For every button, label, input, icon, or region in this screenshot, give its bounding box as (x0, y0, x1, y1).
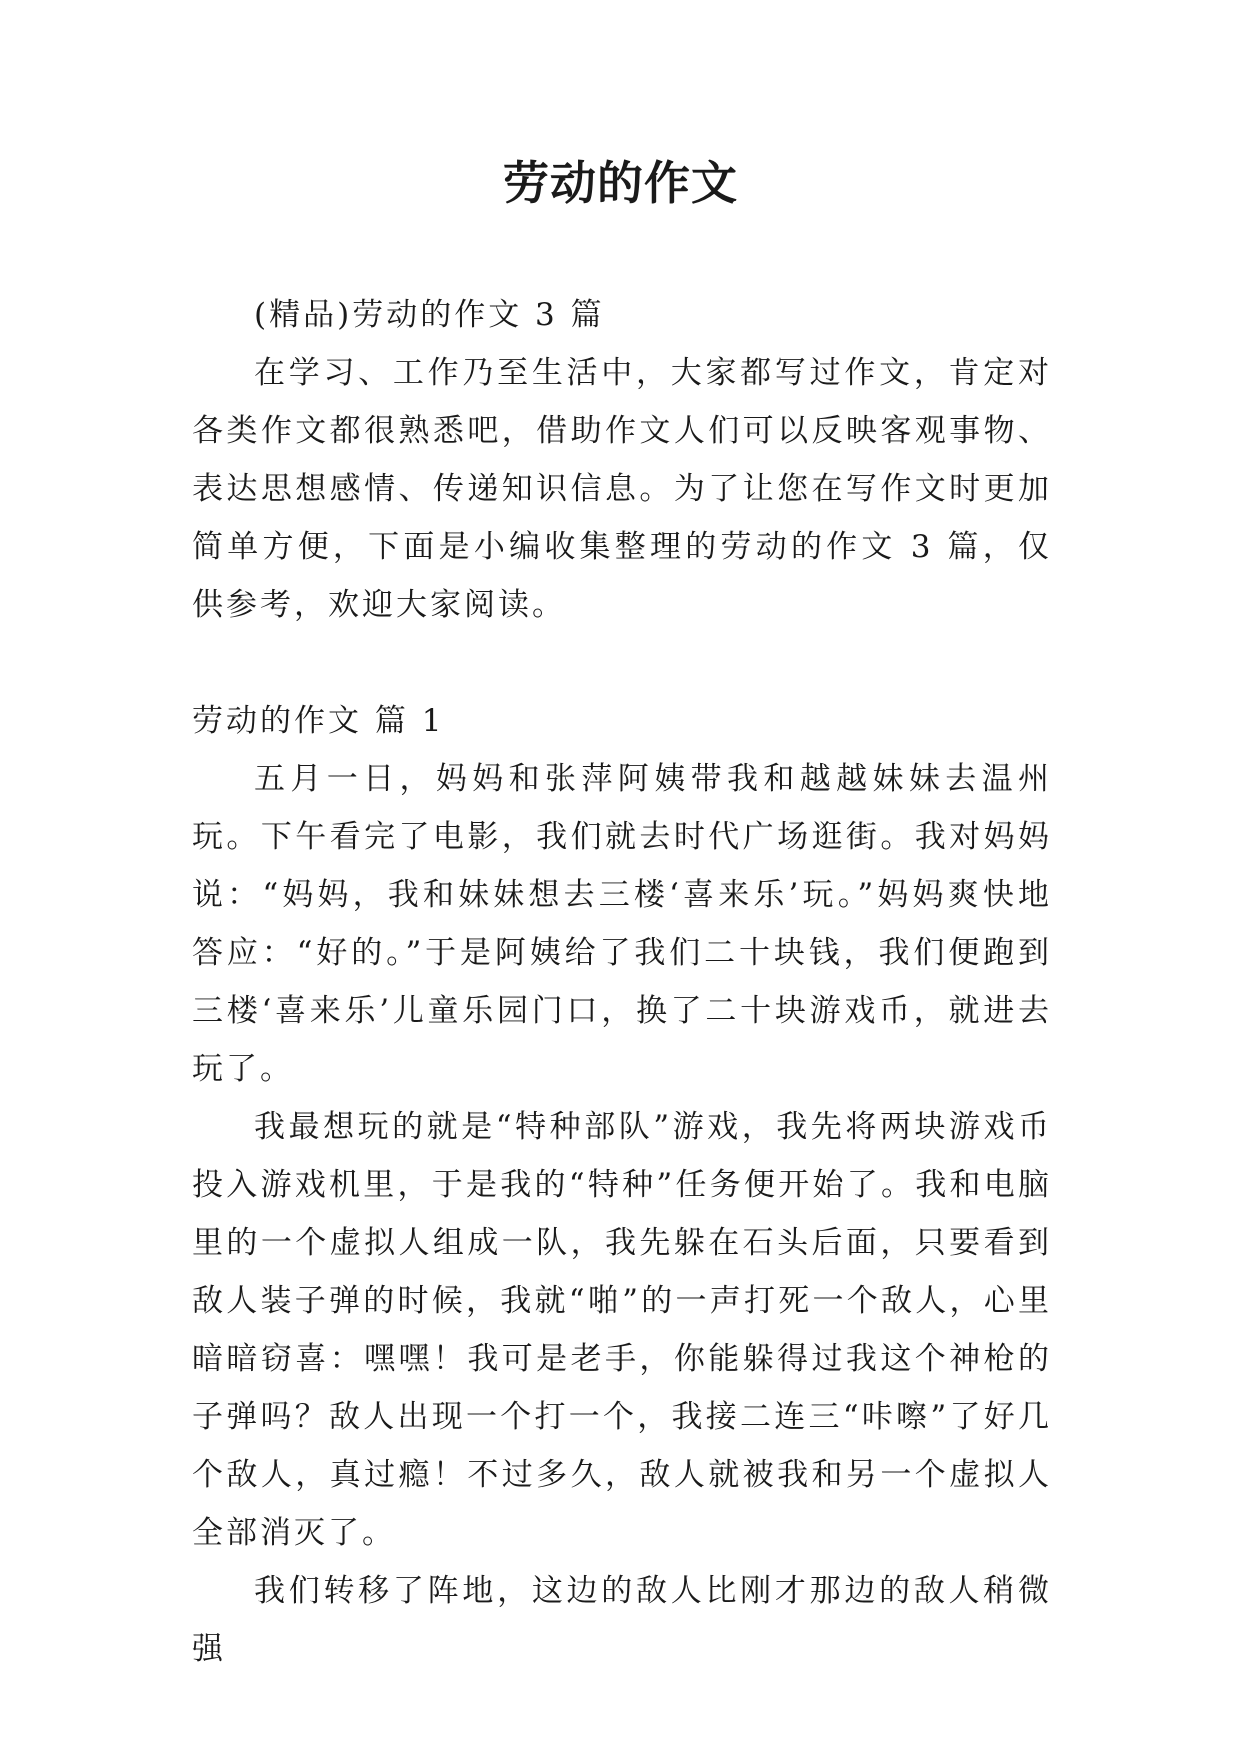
intro-paragraph: 在学习、工作乃至生活中，大家都写过作文，肯定对各类作文都很熟悉吧，借助作文人们可以反映客观事物、表达思想感情、传递知识信息。为了让您在写作文时更加简单方便，下面是小编收集整理的劳动的作文 3 篇，仅供参考，欢迎大家阅读。 (192, 355, 1052, 623)
body-paragraph-1: 五月一日，妈妈和张萍阿姨带我和越越妹妹去温州玩。下午看完了电影，我们就去时代广场逛街。我对妈妈说：“妈妈，我和妹妹想去三楼‘喜来乐’玩。”妈妈爽快地答应：“好的。”于是阿姨给了我们二十块钱，我们便跑到三楼‘喜来乐’儿童乐园门口，换了二十块游戏币，就进去玩了。 (192, 761, 1052, 1087)
section-heading: 劳动的作文 篇 1 (192, 703, 445, 739)
body-paragraph-3: 我们转移了阵地，这边的敌人比刚才那边的敌人稍微强 (192, 1573, 1052, 1667)
document-subtitle: (精品)劳动的作文 3 篇 (254, 297, 605, 333)
body-paragraph-2: 我最想玩的就是“特种部队”游戏，我先将两块游戏币投入游戏机里，于是我的“特种”任务便开始了。我和电脑里的一个虚拟人组成一队，我先躲在石头后面，只要看到敌人装子弹的时候，我就“啪”的一声打死一个敌人，心里暗暗窃喜：嘿嘿！我可是老手，你能躲得过我这个神枪的子弹吗？敌人出现一个打一个，我接二连三“咔嚓”了好几个敌人，真过瘾！不过多久，敌人就被我和另一个虚拟人全部消灭了。 (192, 1109, 1052, 1551)
section-gap (192, 634, 1052, 692)
document-body (192, 286, 1052, 1678)
document-title: 劳动的作文 (503, 156, 738, 210)
